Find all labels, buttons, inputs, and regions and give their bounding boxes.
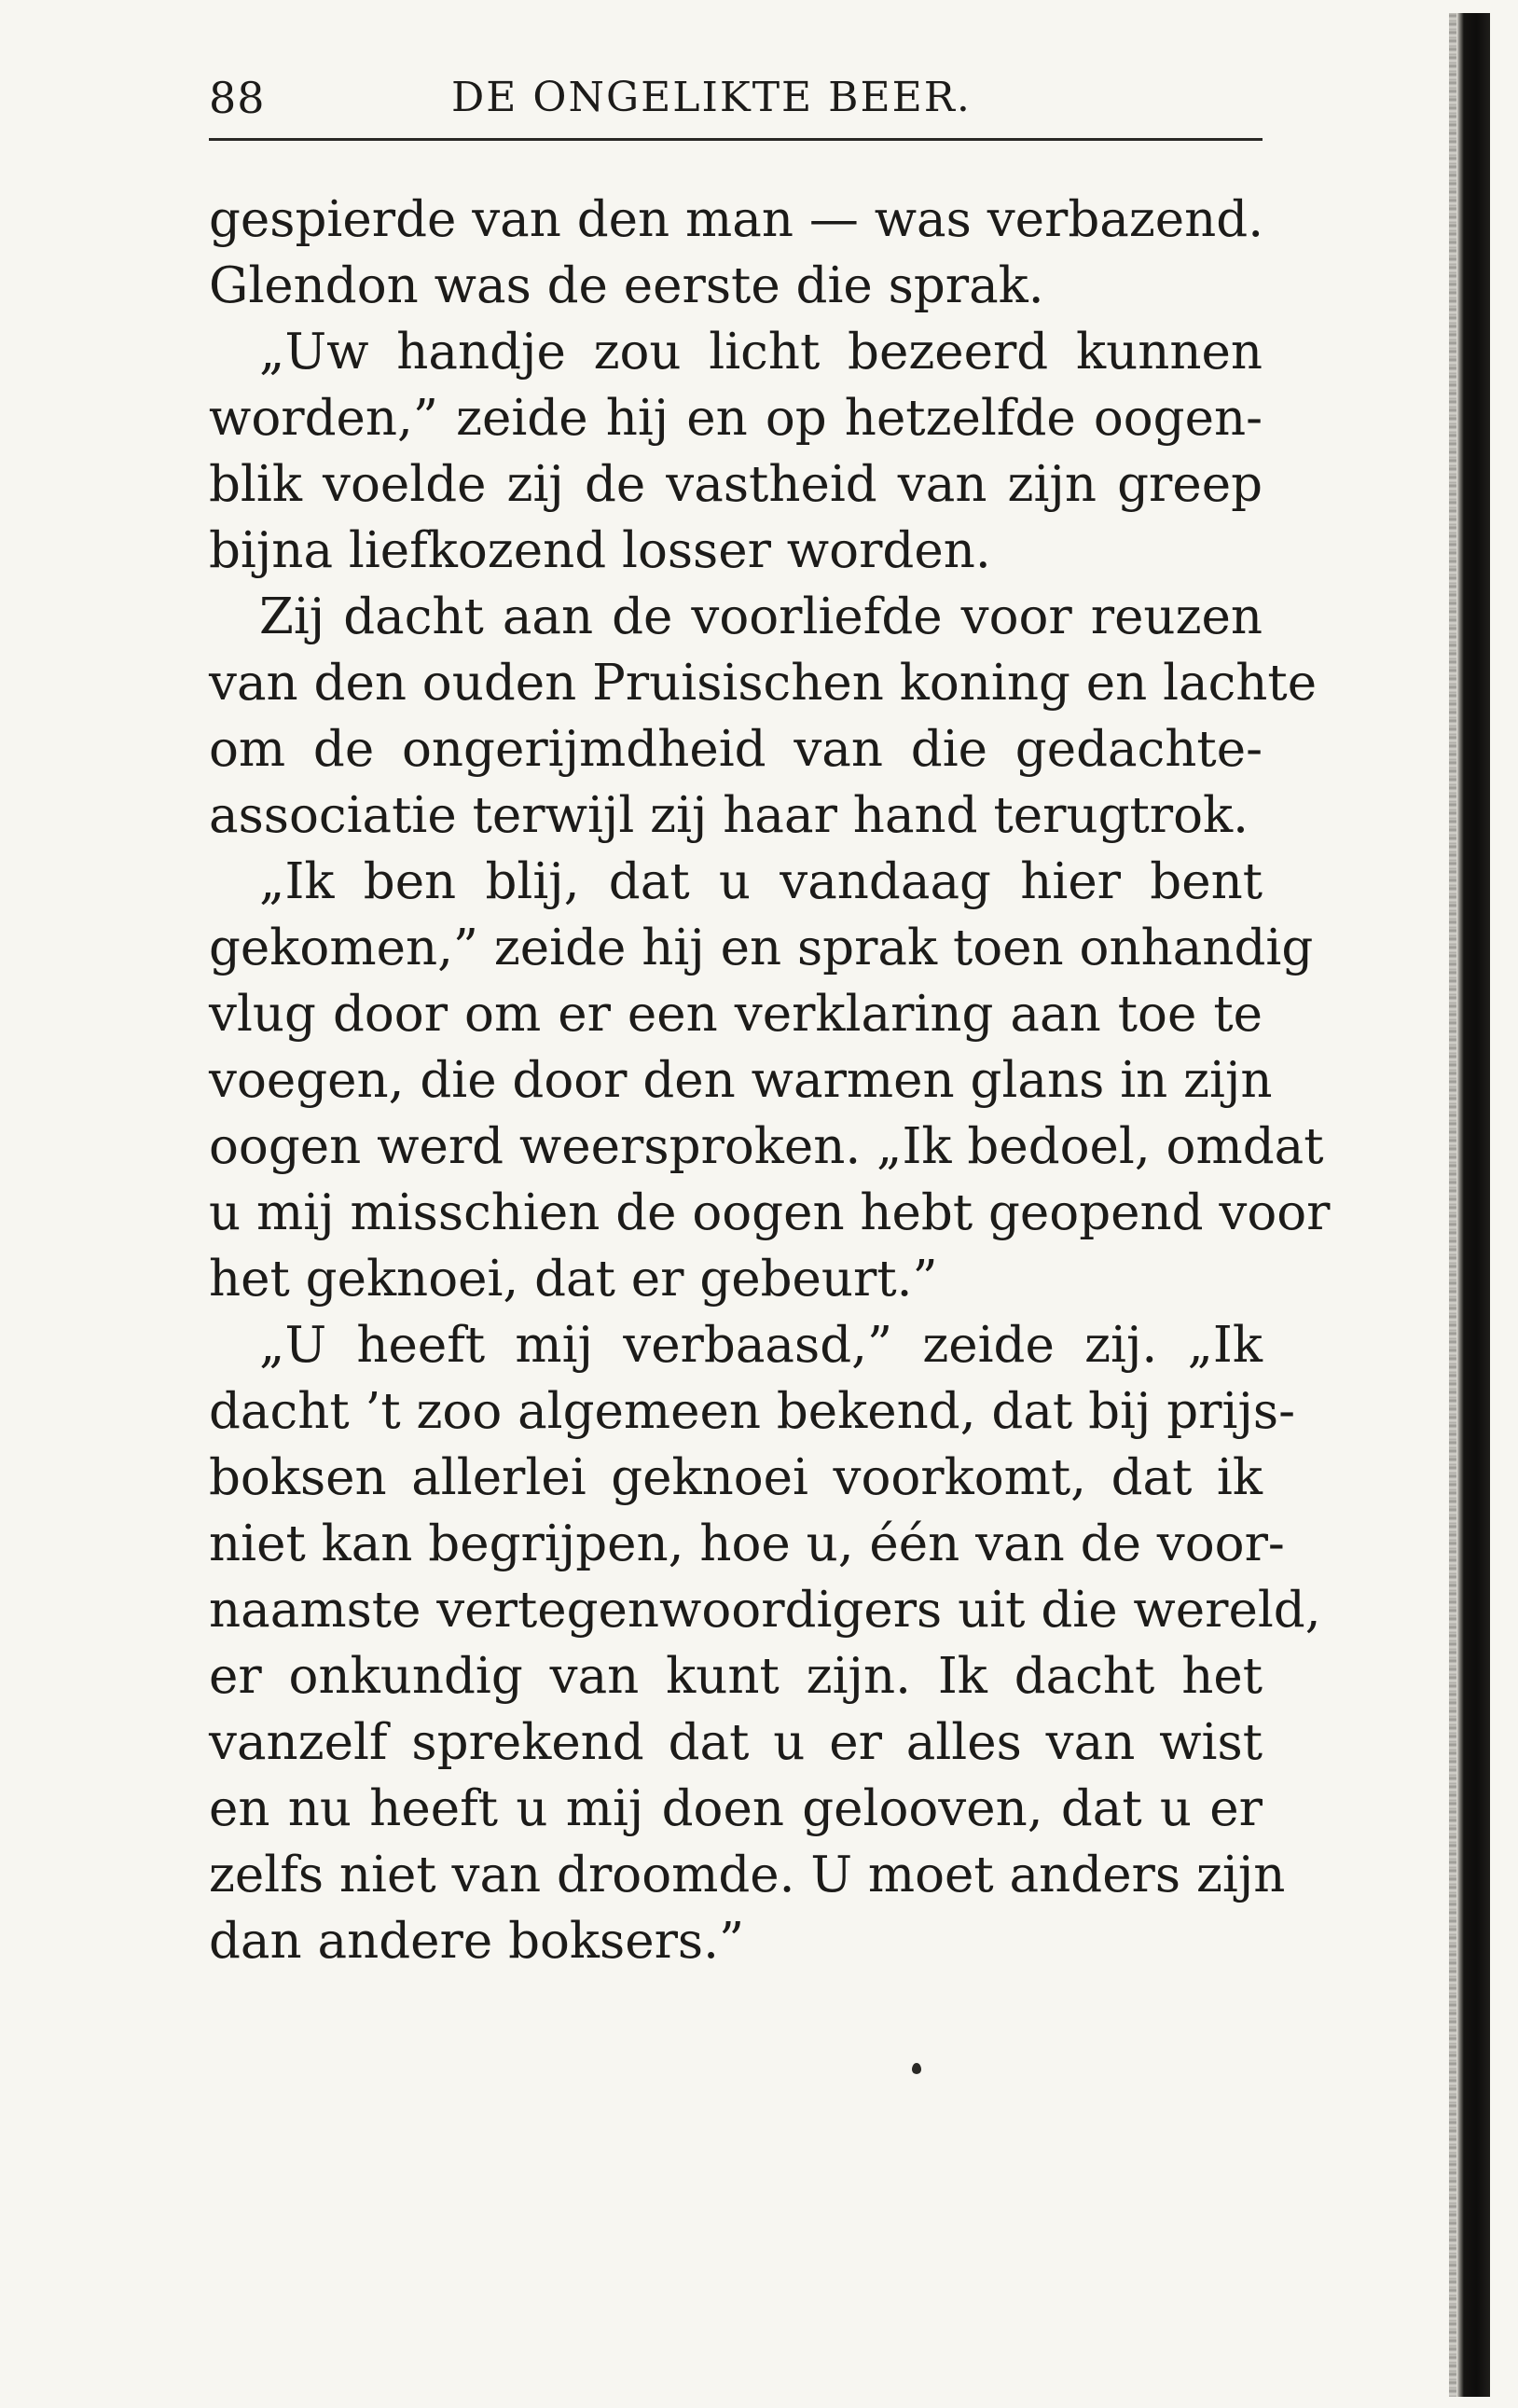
text-line: „Ik ben blij, dat u vandaag hier bent [259, 853, 1263, 910]
text-line: Glendon was de eerste die sprak. [209, 257, 1044, 314]
text-line: „Uw handje zou licht bezeerd kunnen [259, 324, 1263, 381]
text-line: „U heeft mij verbaasd,” zeide zij. „Ik [259, 1317, 1263, 1374]
text-line: u mij misschien de oogen hebt geopend voor [209, 1184, 1331, 1241]
text-line: om de ongerijmdheid van die gedachte- [209, 721, 1263, 778]
text-line: voegen, die door den warmen glans in zijn [209, 1052, 1273, 1109]
text-line: worden,” zeide hij en op hetzelfde oogen- [209, 390, 1263, 447]
text-line: het geknoei, dat er gebeurt.” [209, 1251, 938, 1308]
text-line: vlug door om er een verklaring aan toe te [209, 986, 1263, 1043]
text-line: naamste vertegenwoordigers uit die wereld, [209, 1582, 1321, 1639]
text-line: gekomen,” zeide hij en sprak toen onhandig [209, 920, 1314, 976]
text-line: dacht ’t zoo algemeen bekend, dat bij prijs- [209, 1383, 1295, 1440]
running-title: DE ONGELIKTE BEER. [451, 74, 972, 121]
running-head [209, 65, 1263, 131]
text-line: bijna liefkozend losser worden. [209, 522, 991, 579]
text-line: zelfs niet van droomde. U moet anders zijn [209, 1847, 1286, 1903]
page-number: 88 [209, 73, 266, 123]
book-spine-edge [1456, 13, 1490, 2397]
text-line: gespierde van den man — was verbazend. [209, 191, 1264, 248]
text-line: blik voelde zij de vastheid van zijn greep [209, 456, 1263, 513]
text-line: niet kan begrijpen, hoe u, één van de voor- [209, 1515, 1285, 1572]
text-line: vanzelf sprekend dat u er alles van wist [209, 1714, 1263, 1771]
text-line: oogen werd weersproken. „Ik bedoel, omdat [209, 1118, 1324, 1175]
text-line: van den ouden Pruisischen koning en lachte [209, 655, 1318, 712]
end-ornament [912, 2063, 921, 2074]
body-text [209, 187, 1331, 1974]
text-line: associatie terwijl zij haar hand terugtrok. [209, 787, 1249, 844]
text-line: Zij dacht aan de voorliefde voor reuzen [259, 588, 1263, 645]
header-rule [209, 138, 1263, 141]
text-line: en nu heeft u mij doen gelooven, dat u er [209, 1780, 1263, 1837]
text-line: er onkundig van kunt zijn. Ik dacht het [209, 1648, 1263, 1705]
text-line: boksen allerlei geknoei voorkomt, dat ik [209, 1449, 1263, 1506]
text-line: dan andere boksers.” [209, 1913, 745, 1970]
